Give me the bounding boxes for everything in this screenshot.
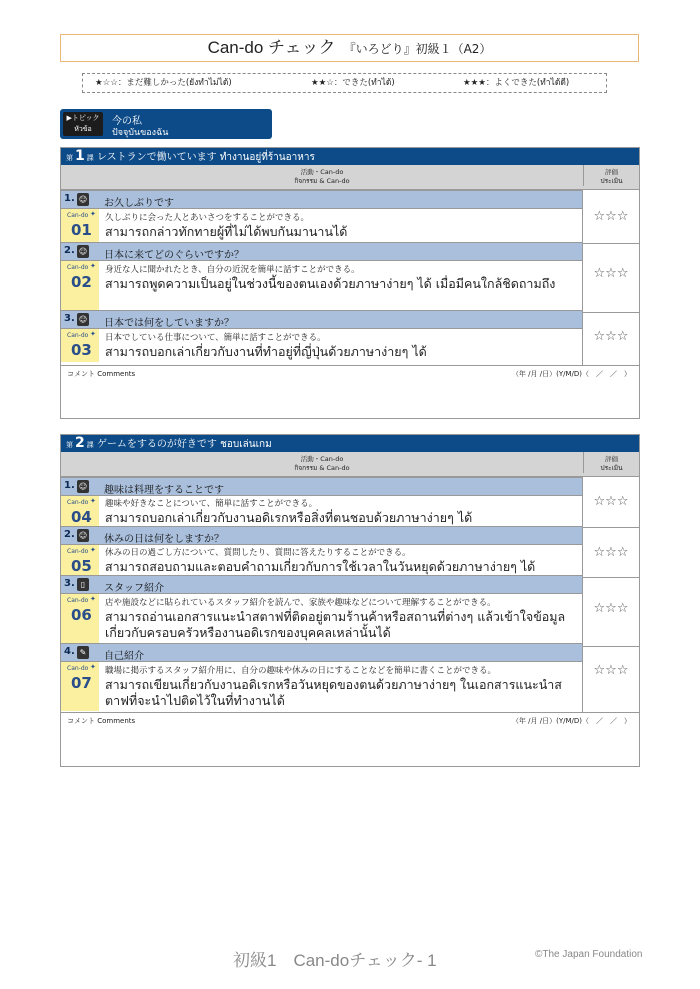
comments-label: コメント Comments — [67, 370, 136, 378]
cando-badge: Can-do ✦ 07 — [61, 662, 99, 711]
rating-stars[interactable]: ☆☆☆ — [582, 646, 639, 712]
column-header: 活動・Can-do กิจกรรม & Can-do 評価 ประเมิน — [61, 165, 639, 190]
cando-item: Can-do ✦ 05 休みの日の過ごし方について、質問したり、質問に答えたりすることができる。 สามารถสอบถามและตอบคำถามเกี่ยวกับการใช้เวลาในวันหยุดด้วยภาษาง่ายๆ ได้ — [61, 544, 583, 575]
topic-tag-bottom: หัวข้อ — [74, 125, 92, 133]
legend-one-star: ★☆☆：まだ難しかった(ยังทำไม่ได้) — [95, 78, 232, 88]
section-header: 第 1 課 レストランで働いています ทำงานอยู่ที่ร้านอาหาร — [61, 148, 639, 165]
footer-copyright: ©The Japan Foundation — [535, 949, 643, 960]
cando-badge: Can-do ✦ 05 — [61, 545, 99, 575]
rating-stars[interactable]: ☆☆☆ — [582, 312, 639, 365]
cando-badge: Can-do ✦ 01 — [61, 209, 99, 242]
cando-badge: Can-do ✦ 02 — [61, 261, 99, 310]
cando-badge: Can-do ✦ 03 — [61, 329, 99, 362]
subtopic-row: 2. ☺ 休みの日は何をしますか？ — [61, 526, 583, 544]
lesson-number: 1 — [75, 148, 85, 164]
speech-icon: ☺ — [78, 482, 88, 491]
speech-icon: ☺ — [78, 531, 88, 540]
topic-title-th: ปัจจุบันของฉัน — [112, 128, 169, 138]
legend-two-star: ★★☆：できた(ทำได้) — [311, 78, 395, 88]
writing-icon: ✎ — [77, 646, 89, 659]
cando-badge: Can-do ✦ 04 — [61, 496, 99, 526]
subtopic-row: 2. ☺ 日本に来てどのぐらいですか？ — [61, 242, 583, 260]
lesson-number: 2 — [75, 435, 85, 451]
rating-stars[interactable]: ☆☆☆ — [582, 190, 639, 243]
rating-stars[interactable]: ☆☆☆ — [582, 577, 639, 646]
lesson-section-2 — [60, 434, 640, 767]
cando-item: Can-do ✦ 02 身近な人に聞かれたとき、自分の近況を簡単に話すことができる。 สามารถพูดความเป็นอยู่ในช่วงนี้ของตนเองด้วยภาษาง่ายๆ ได้ เมื่อมีคนใกล้ชิดถามถึง — [61, 260, 583, 310]
comments-label: コメント Comments — [67, 717, 136, 725]
speech-icon: ☺ — [78, 315, 88, 324]
cando-item: Can-do ✦ 06 店や施設などに貼られているスタッフ紹介を読んで、家族や趣味などについて理解することができる。 สามารถอ่านเอกสารแนะนำสตาฟที่ติดอยู่ตามร้านค้าหรือสถานที่ต่างๆ แล้วเข้าใจข้อมูลเกี่ยวกับครอบครัวหรืองานอดิเรกของบุคคลเหล่านั้นได้ — [61, 593, 583, 643]
cando-item: Can-do ✦ 03 日本でしている仕事について、簡単に話すことができる。 สามารถบอกเล่าเกี่ยวกับงานที่ทำอยู่ที่ญี่ปุ่นด้วยภาษาง่ายๆ ได้ — [61, 328, 583, 362]
page-title: Can-do チェック — [207, 38, 336, 57]
document-icon: ▯ — [77, 578, 89, 591]
subtopic-row: 3. ▯ スタッフ紹介 — [61, 575, 583, 593]
column-header: 活動・Can-do กิจกรรม & Can-do 評価 ประเมิน — [61, 452, 639, 477]
rating-stars[interactable]: ☆☆☆ — [582, 527, 639, 577]
rating-legend — [82, 73, 607, 93]
comments-date: （年 /月 /日）(Y/M/D)（ ／ ／ ） — [511, 717, 631, 725]
cando-item: Can-do ✦ 01 久しぶりに会った人とあいさつをすることができる。 สามารถกล่าวทักทายผู้ที่ไม่ได้พบกันมานานได้ — [61, 208, 583, 242]
title-box — [60, 34, 639, 62]
footer-title: 初級1 Can-doチェック- 1 — [233, 951, 437, 970]
topic-tag-top: ▶トピック — [66, 114, 100, 122]
speech-icon: ☺ — [78, 247, 88, 256]
topic-tag — [63, 112, 103, 136]
subtopic-row: 1. ☺ お久しぶりです — [61, 190, 583, 208]
topic-title-jp: 今の私 — [112, 116, 142, 127]
comments-box[interactable] — [61, 712, 639, 768]
comments-box[interactable] — [61, 365, 639, 406]
subtopic-row: 1. ☺ 趣味は料理をすることです — [61, 477, 583, 495]
rating-stars[interactable]: ☆☆☆ — [582, 477, 639, 527]
comments-date: （年 /月 /日）(Y/M/D)（ ／ ／ ） — [511, 370, 631, 378]
page-subtitle: 『いろどり』初級１（A2） — [343, 42, 492, 56]
subtopic-row: 3. ☺ 日本では何をしていますか？ — [61, 310, 583, 328]
cando-item: Can-do ✦ 04 趣味や好きなことについて、簡単に話すことができる。 สามารถบอกเล่าเกี่ยวกับงานอดิเรกหรือสิ่งที่ตนชอบด้วยภาษาง่ายๆ ได้ — [61, 495, 583, 526]
lesson-title: レストランで働いています ทำงานอยู่ที่ร้านอาหาร — [96, 152, 315, 163]
lesson-section-1 — [60, 147, 640, 419]
rating-stars[interactable]: ☆☆☆ — [582, 243, 639, 312]
cando-item: Can-do ✦ 07 職場に掲示するスタッフ紹介用に、自分の趣味や休みの日にすることなどを簡単に書くことができる。 สามารถเขียนเกี่ยวกับงานอดิเรกหรือวันหยุดของตนด้วยภาษาง่ายๆ ในเอกสารแนะนำสตาฟที่จะนำไปติดไว้ในที่ทำงานได้ — [61, 661, 583, 711]
lesson-title: ゲームをするのが好きです ชอบเล่นเกม — [96, 439, 272, 450]
speech-icon: ☺ — [78, 195, 88, 204]
cando-badge: Can-do ✦ 06 — [61, 594, 99, 643]
legend-three-star: ★★★：よくできた(ทำได้ดี) — [463, 78, 570, 88]
subtopic-row: 4. ✎ 自己紹介 — [61, 643, 583, 661]
topic-banner — [60, 109, 272, 139]
section-header: 第 2 課 ゲームをするのが好きです ชอบเล่นเกม — [61, 435, 639, 452]
